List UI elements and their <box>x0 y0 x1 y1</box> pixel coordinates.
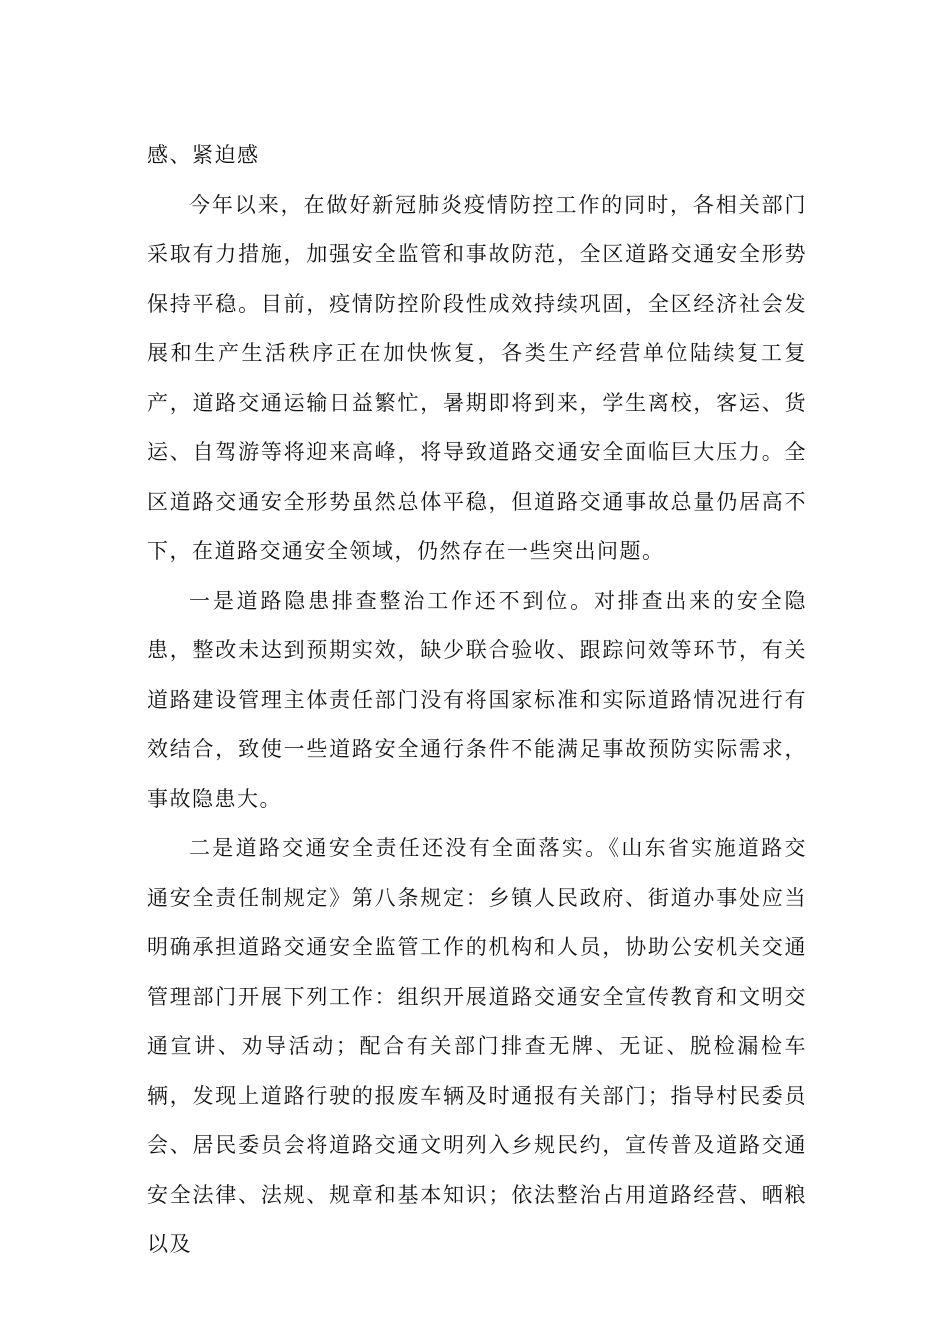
document-body <box>147 131 807 1270</box>
paragraph-situation: 今年以来，在做好新冠肺炎疫情防控工作的同时，各相关部门采取有力措施，加强安全监管和事故防范，全区道路交通安全形势保持平稳。目前，疫情防控阶段性成效持续巩固，全区经济社会发展和生产生活秩序正在加快恢复，各类生产经营单位陆续复工复产，道路交通运输日益繁忙，暑期即将到来，学生离校，客运、货运、自驾游等将迎来高峰，将导致道路交通安全面临巨大压力。全区道路交通安全形势虽然总体平稳，但道路交通事故总量仍居高不下，在道路交通安全领域，仍然存在一些突出问题。 <box>147 192 807 563</box>
paragraph-hazard-rectification: 一是道路隐患排查整治工作还不到位。对排查出来的安全隐患，整改未达到预期实效，缺少联合验收、跟踪问效等环节，有关道路建设管理主体责任部门没有将国家标准和实际道路情况进行有效结合，致使一些道路安全通行条件不能满足事故预防实际需求，事故隐患大。 <box>147 588 807 811</box>
paragraph-responsibility: 二是道路交通安全责任还没有全面落实。《山东省实施道路交通安全责任制规定》第八条规定：乡镇人民政府、街道办事处应当明确承担道路交通安全监管工作的机构和人员，协助公安机关交通管理部门开展下列工作：组织开展道路交通安全宣传教育和文明交通宣讲、劝导活动；配合有关部门排查无牌、无证、脱检漏检车辆，发现上道路行驶的报废车辆及时通报有关部门；指导村民委员会、居民委员会将道路交通文明列入乡规民约，宣传普及道路交通安全法律、法规、规章和基本知识；依法整治占用道路经营、晒粮以及 <box>147 836 807 1256</box>
continuation-line: 感、紧迫感 <box>147 143 260 167</box>
